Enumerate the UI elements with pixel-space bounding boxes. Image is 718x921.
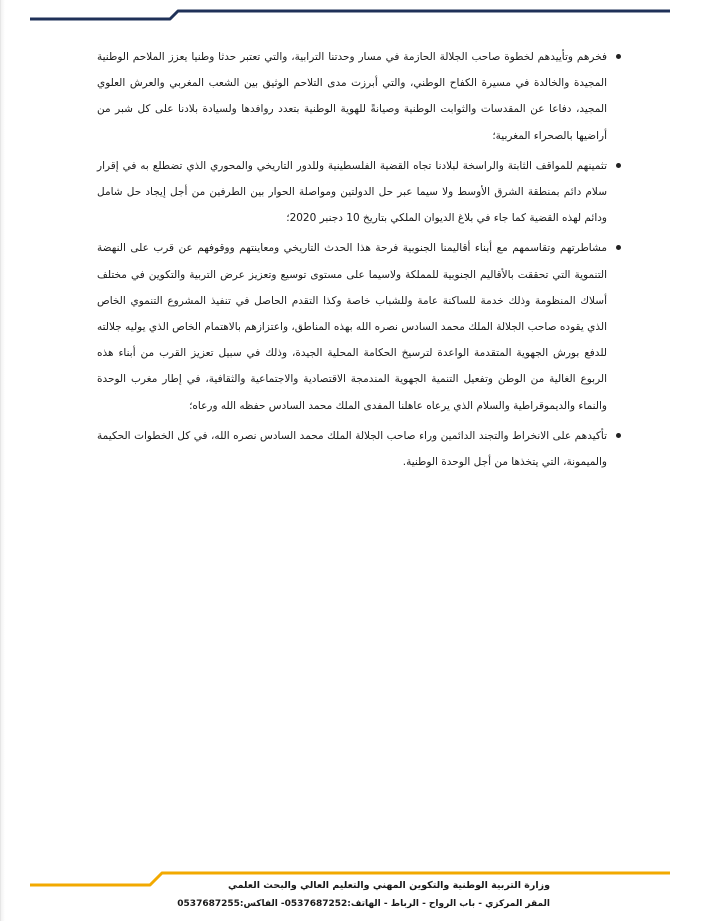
bullet-icon bbox=[616, 245, 621, 250]
bullet-item-3 bbox=[97, 235, 621, 418]
bullet-icon bbox=[616, 54, 621, 59]
footer-address: المقر المركزي - باب الرواح - الرباط - الهاتف:0537687252- الفاكس:0537687255 bbox=[177, 899, 550, 909]
bullet-icon bbox=[616, 163, 621, 168]
bullet-item-1 bbox=[97, 44, 621, 149]
bullet-text: فخرهم وتأييدهم لخطوة صاحب الجلالة الحازمة في مسار وحدتنا الترابية، والتي تعتبر حدثا وطنيا يعزز الملاحم الوطنية المجيدة والخالدة في مسيرة الكفاح الوطني، والتي أبرزت مدى التلاحم الوثيق بين الشعب المغربي والعرش العلوي المجيد، دفاعا عن المقدسات والثوابت الوطنية وصيانةً للهوية الوطنية بتعدد روافدها ولسيادة بلادنا على كل شبر من أراضيها بالصحراء المغربية؛ bbox=[97, 51, 607, 142]
bullet-icon bbox=[616, 433, 621, 438]
header-navy-line bbox=[30, 11, 670, 19]
document-body bbox=[97, 44, 621, 479]
bullet-text: مشاطرتهم وتقاسمهم مع أبناء أقاليمنا الجنوبية فرحة هذا الحدث التاريخي ومعاينتهم ووقوفهم عن قرب على النهضة التنموية التي تحققت بالأقاليم الجنوبية للمملكة ولاسيما على مستوى توسيع وتعزيز عرض التربية والتكوين في مختلف أسلاك المنظومة وذلك خدمة للساكنة عامة وللشباب خاصة وكذا التقدم الحاصل في تنفيذ المشروع التنموي الخاص الذي يقوده صاحب الجلالة الملك محمد السادس نصره الله بهذه المناطق، واعتزازهم بالاهتمام الخاص الذي يوليه جلالته للدفع بورش الجهوية المتقدمة الواعدة لترسيخ الحكامة المحلية الجيدة، وذلك في سبيل تعزيز القرب من أبناء هذه الربوع الغالية من الوطن وتفعيل التنمية الجهوية المندمجة الاقتصادية والاجتماعية والثقافية، في إطار مغرب الوحدة والنماء والديموقراطية والسلام الذي يرعاه عاهلنا المفدى الملك محمد السادس حفظه الله ورعاه؛ bbox=[97, 242, 607, 412]
bullet-item-4 bbox=[97, 423, 621, 475]
bullet-text: تأكيدهم على الانخراط والتجند الدائمين وراء صاحب الجلالة الملك محمد السادس نصره الله، في كل الخطوات الحكيمة والميمونة، التي يتخذها من أجل الوحدة الوطنية. bbox=[97, 429, 607, 469]
footer-ministry-name: وزارة التربية الوطنية والتكوين المهني والتعليم العالي والبحث العلمي bbox=[227, 880, 550, 891]
bullet-item-2 bbox=[97, 153, 621, 232]
bullet-list bbox=[97, 44, 621, 475]
bullet-text: تثمينهم للمواقف الثابتة والراسخة لبلادنا تجاه القضية الفلسطينية وللدور التاريخي والمحوري الذي تضطلع به في إقرار سلام دائم بمنطقة الشرق الأوسط ولا سيما عبر حل الدولتين ومواصلة الحوار بين الطرفين من أجل إيجاد حل شامل ودائم لهذه القضية كما جاء في بلاغ الديوان الملكي بتاريخ 10 دجنبر 2020؛ bbox=[97, 159, 607, 225]
